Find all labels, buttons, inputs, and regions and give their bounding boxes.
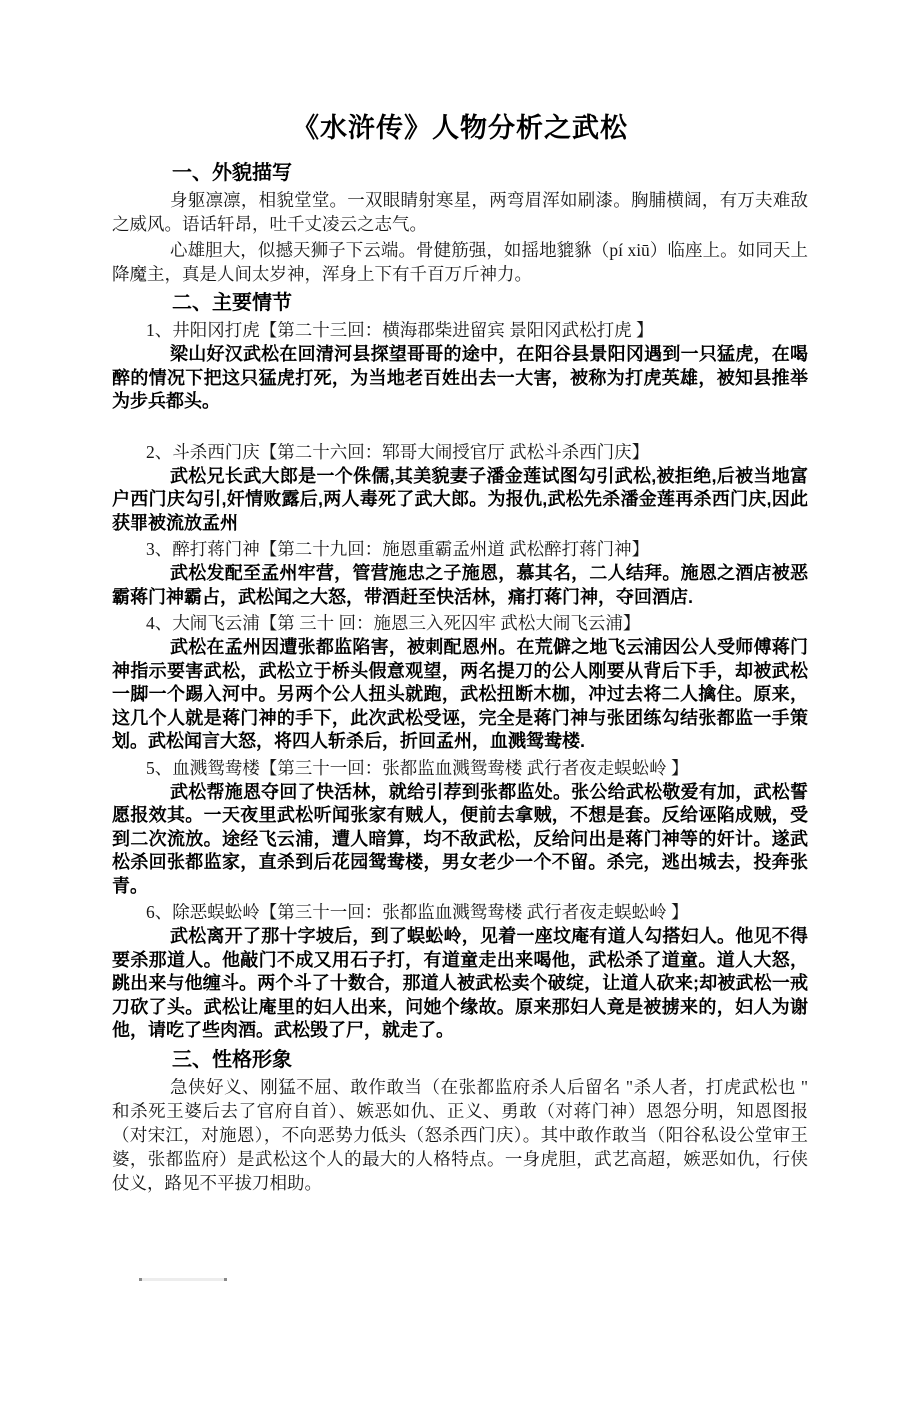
plot-item-5-heading: 5、血溅鸳鸯楼【第三十一回：张都监血溅鸳鸯楼 武行者夜走蜈蚣岭 】 xyxy=(146,757,689,778)
plot-item-1 xyxy=(112,318,808,414)
plot-item-3-heading: 3、醉打蒋门神【第二十九回：施恩重霸孟州道 武松醉打蒋门神】 xyxy=(146,539,650,559)
plot-item-6-body: 武松离开了那十字坡后，到了蜈蚣岭，见着一座坟庵有道人勾搭妇人。他见不得要杀那道人。他敲门不成又用石子打，有道童走出来喝他，武松杀了道童。道人大怒，跳出来与他缠斗。两个斗了十数合，那道人被武松卖个破绽，让道人砍来;却被武松一戒刀砍了头。武松让庵里的妇人出来，问她个缘故。原来那妇人竟是被掳来的，妇人为谢他，请吃了些肉酒。武松毁了尸，就走了。 xyxy=(112,926,808,1040)
plot-item-3 xyxy=(112,537,808,609)
plot-item-6-heading: 6、除恶蜈蚣岭【第三十一回：张都监血溅鸳鸯楼 武行者夜走蜈蚣岭 】 xyxy=(146,902,689,922)
plot-item-1-heading: 1、井阳冈打虎【第二十三回：横海郡柴进留宾 景阳冈武松打虎 】 xyxy=(146,320,654,340)
appearance-paragraph-2: 心雄胆大，似撼天狮子下云端。骨健筋强，如摇地貔貅（pí xiū）临座上。如同天上降魔主，真是人间太岁神，浑身上下有千百万斤神力。 xyxy=(112,240,808,284)
plot-item-3-body: 武松发配至孟州牢营，管营施忠之子施恩，慕其名，二人结拜。施恩之酒店被恶霸蒋门神霸占，武松闻之大怒，带酒赶至快活林，痛打蒋门神，夺回酒店. xyxy=(112,563,808,607)
plot-item-2-heading: 2、斗杀西门庆【第二十六回：郓哥大闹授官厅 武松斗杀西门庆】 xyxy=(146,441,650,462)
plot-item-6 xyxy=(112,900,808,1043)
plot-item-2 xyxy=(112,440,808,536)
plot-item-1-body: 梁山好汉武松在回清河县探望哥哥的途中，在阳谷县景阳冈遇到一只猛虎，在喝醉的情况下把这只猛虎打死，为当地老百姓出去一大害，被称为打虎英雄，被知县推举为步兵都头。 xyxy=(112,344,808,411)
plot-item-4-heading: 4、大闹飞云浦【第 三十 回：施恩三入死囚牢 武松大闹飞云浦】 xyxy=(146,613,641,633)
appearance-paragraph-1: 身躯凛凛，相貌堂堂。一双眼睛射寒星，两弯眉浑如刷漆。胸脯横阔，有万夫难敌之威风。语话轩昂，吐千丈凌云之志气。 xyxy=(112,190,808,234)
section-heading-plot: 二、主要情节 xyxy=(172,292,292,314)
document-page xyxy=(0,110,920,1195)
plot-item-4 xyxy=(112,611,808,754)
plot-item-5-body: 武松帮施恩夺回了快活林，就给引荐到张都监处。张公给武松敬爱有加，武松誓愿报效其。一天夜里武松听闻张家有贼人，便前去拿贼，不想是套。反给诬陷成贼，受到二次流放。途经飞云浦，遭人暗算，均不敌武松，反给问出是蒋门神等的奸计。遂武松杀回张都监家，直杀到后花园鸳鸯楼，男女老少一个不留。杀完，逃出城去，投奔张青。 xyxy=(112,781,808,896)
section-heading-appearance: 一、外貌描写 xyxy=(172,162,292,184)
plot-item-2-body: 武松兄长武大郎是一个侏儒,其美貌妻子潘金莲试图勾引武松,被拒绝,后被当地富户西门庆勾引,奸情败露后,两人毒死了武大郎。为报仇,武松先杀潘金莲再杀西门庆,因此获罪被流放孟州 xyxy=(112,465,808,533)
document-title: 《水浒传》人物分析之武松 xyxy=(292,113,628,143)
divider-line xyxy=(139,1278,227,1281)
section-heading-personality: 三、性格形象 xyxy=(172,1048,292,1071)
divider-endpoint-right xyxy=(224,1278,227,1281)
plot-item-5 xyxy=(112,756,808,899)
plot-item-4-body: 武松在孟州因遭张都监陷害，被刺配恩州。在荒僻之地飞云浦因公人受师傅蒋门神指示要害武松，武松立于桥头假意观望，两名提刀的公人刚要从背后下手，却被武松一脚一个踢入河中。另两个公人扭头就跑，武松扭断木枷，冲过去将二人擒住。原来，这几个人就是蒋门神的手下，此次武松受诬，完全是蒋门神与张团练勾结张都监一手策划。武松闻言大怒，将四人斩杀后，折回孟州，血溅鸳鸯楼. xyxy=(112,637,808,751)
divider-endpoint-left xyxy=(139,1278,142,1281)
personality-paragraph: 急侠好义、刚猛不屈、敢作敢当（在张都监府杀人后留名 "杀人者，打虎武松也 " 和杀死王婆后去了官府自首）、嫉恶如仇、正义、勇敢（对蒋门神）恩怨分明，知恩图报（对宋江，对施恩），不向恶势力低头（怒杀西门庆）。其中敢作敢当（阳谷私设公堂审王婆，张都监府）是武松这个人的最大的人格特点。一身虎胆，武艺高超，嫉恶如仇，行侠仗义，路见不平拔刀相助。 xyxy=(112,1076,808,1193)
